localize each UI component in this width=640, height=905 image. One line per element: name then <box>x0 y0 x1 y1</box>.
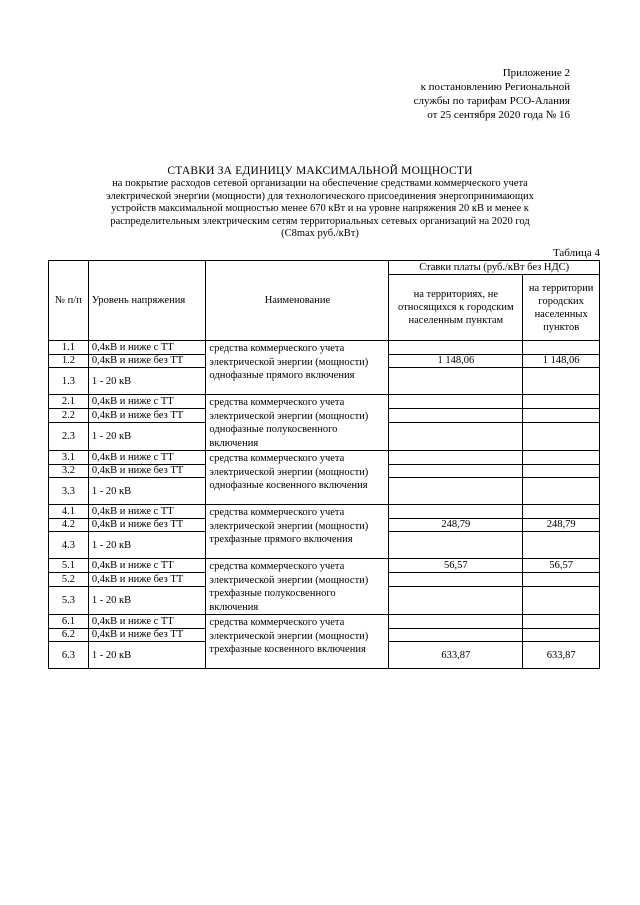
voltage-level: 0,4кВ и ниже с ТТ <box>88 451 206 465</box>
rate-non-urban <box>389 451 523 465</box>
rate-urban: 248,79 <box>523 518 600 532</box>
rate-urban <box>523 423 600 451</box>
subtitle-line: распределительным электрическим сетям территориальных сетевых организаций на 2020 год <box>110 215 530 227</box>
header-level: Уровень напряжения <box>88 261 206 341</box>
rate-urban <box>523 628 600 642</box>
rate-non-urban: 633,87 <box>389 642 523 669</box>
rate-urban <box>523 395 600 409</box>
rate-urban <box>523 587 600 615</box>
row-number: 4.3 <box>49 532 89 559</box>
row-number: 2.1 <box>49 395 89 409</box>
row-number: 4.1 <box>49 505 89 519</box>
rate-urban <box>523 451 600 465</box>
appendix-line: службы по тарифам РСО-Алания <box>413 95 570 107</box>
rates-table <box>48 260 600 669</box>
row-number: 6.1 <box>49 615 89 629</box>
voltage-level: 1 - 20 кВ <box>88 423 206 451</box>
table-row <box>49 395 600 409</box>
meter-description: средства коммерческого учета электрической энергии (мощности) однофазные прямого включения <box>206 341 389 395</box>
subtitle-line: (C8max руб./кВт) <box>281 228 359 239</box>
voltage-level: 0,4кВ и ниже без ТТ <box>88 518 206 532</box>
row-number: 6.2 <box>49 628 89 642</box>
voltage-level: 0,4кВ и ниже с ТТ <box>88 341 206 355</box>
voltage-level: 1 - 20 кВ <box>88 368 206 395</box>
row-number: 1.2 <box>49 354 89 368</box>
rate-urban <box>523 573 600 587</box>
rate-non-urban: 56,57 <box>389 559 523 573</box>
table-row <box>49 451 600 465</box>
voltage-level: 0,4кВ и ниже с ТТ <box>88 395 206 409</box>
rate-non-urban <box>389 505 523 519</box>
rate-non-urban <box>389 423 523 451</box>
voltage-level: 1 - 20 кВ <box>88 532 206 559</box>
header-name: Наименование <box>206 261 389 341</box>
table-row <box>49 341 600 355</box>
rate-urban <box>523 464 600 478</box>
subtitle-line: устройств максимальной мощностью менее 670 кВт и на уровне напряжения 20 кВ и менее к <box>111 203 529 214</box>
row-number: 3.3 <box>49 478 89 505</box>
meter-description: средства коммерческого учета электрической энергии (мощности) однофазные косвенного включения <box>206 451 389 505</box>
rate-urban: 633,87 <box>523 642 600 669</box>
voltage-level: 0,4кВ и ниже с ТТ <box>88 559 206 573</box>
row-number: 3.2 <box>49 464 89 478</box>
voltage-level: 1 - 20 кВ <box>88 642 206 669</box>
rate-urban <box>523 368 600 395</box>
header-urban: на территории городских населенных пунктов <box>523 275 600 341</box>
rate-urban <box>523 478 600 505</box>
row-number: 1.3 <box>49 368 89 395</box>
row-number: 5.1 <box>49 559 89 573</box>
row-number: 2.3 <box>49 423 89 451</box>
appendix-line: Приложение 2 <box>502 67 570 79</box>
meter-description: средства коммерческого учета электрической энергии (мощности) трехфазные косвенного включения <box>206 615 389 669</box>
row-number: 3.1 <box>49 451 89 465</box>
voltage-level: 0,4кВ и ниже с ТТ <box>88 505 206 519</box>
appendix-header <box>330 66 570 122</box>
rate-urban: 1 148,06 <box>523 354 600 368</box>
rate-urban: 56,57 <box>523 559 600 573</box>
rate-non-urban <box>389 409 523 423</box>
rate-non-urban <box>389 395 523 409</box>
appendix-line: к постановлению Региональной <box>420 81 570 93</box>
rate-urban <box>523 409 600 423</box>
voltage-level: 0,4кВ и ниже без ТТ <box>88 354 206 368</box>
header-num: № п/п <box>49 261 89 341</box>
rate-non-urban <box>389 573 523 587</box>
rate-non-urban: 248,79 <box>389 518 523 532</box>
rate-urban <box>523 532 600 559</box>
table-row <box>49 615 600 629</box>
header-rates: Ставки платы (руб./кВт без НДС) <box>389 261 600 275</box>
rate-urban <box>523 505 600 519</box>
rate-non-urban <box>389 628 523 642</box>
rate-urban <box>523 341 600 355</box>
row-number: 6.3 <box>49 642 89 669</box>
rate-non-urban <box>389 368 523 395</box>
table-label: Таблица 4 <box>552 247 600 259</box>
rate-non-urban <box>389 587 523 615</box>
voltage-level: 0,4кВ и ниже с ТТ <box>88 615 206 629</box>
voltage-level: 1 - 20 кВ <box>88 478 206 505</box>
rate-non-urban <box>389 532 523 559</box>
subtitle-line: на покрытие расходов сетевой организации на обеспечение средствами коммерческого учета <box>112 178 528 189</box>
row-number: 5.2 <box>49 573 89 587</box>
document-title: СТАВКИ ЗА ЕДИНИЦУ МАКСИМАЛЬНОЙ МОЩНОСТИ <box>167 165 473 177</box>
table-row <box>49 559 600 573</box>
header-non-urban: на территориях, не относящихся к городским населенным пунктам <box>389 275 523 341</box>
row-number: 4.2 <box>49 518 89 532</box>
row-number: 5.3 <box>49 587 89 615</box>
row-number: 2.2 <box>49 409 89 423</box>
rate-non-urban <box>389 615 523 629</box>
voltage-level: 0,4кВ и ниже без ТТ <box>88 409 206 423</box>
rate-non-urban <box>389 478 523 505</box>
appendix-line: от 25 сентября 2020 года № 16 <box>427 109 570 121</box>
voltage-level: 0,4кВ и ниже без ТТ <box>88 573 206 587</box>
voltage-level: 1 - 20 кВ <box>88 587 206 615</box>
meter-description: средства коммерческого учета электрической энергии (мощности) трехфазные прямого включения <box>206 505 389 559</box>
voltage-level: 0,4кВ и ниже без ТТ <box>88 464 206 478</box>
table-row <box>49 505 600 519</box>
rate-non-urban <box>389 464 523 478</box>
meter-description: средства коммерческого учета электрической энергии (мощности) однофазные полукосвенного включения <box>206 395 389 451</box>
title-block <box>40 164 600 241</box>
rate-non-urban <box>389 341 523 355</box>
subtitle-line: электрической энергии (мощности) для технологического присоединения энергопринимающих <box>106 190 534 202</box>
meter-description: средства коммерческого учета электрической энергии (мощности) трехфазные полукосвенного включения <box>206 559 389 615</box>
row-number: 1.1 <box>49 341 89 355</box>
rate-non-urban: 1 148,06 <box>389 354 523 368</box>
voltage-level: 0,4кВ и ниже без ТТ <box>88 628 206 642</box>
rate-urban <box>523 615 600 629</box>
